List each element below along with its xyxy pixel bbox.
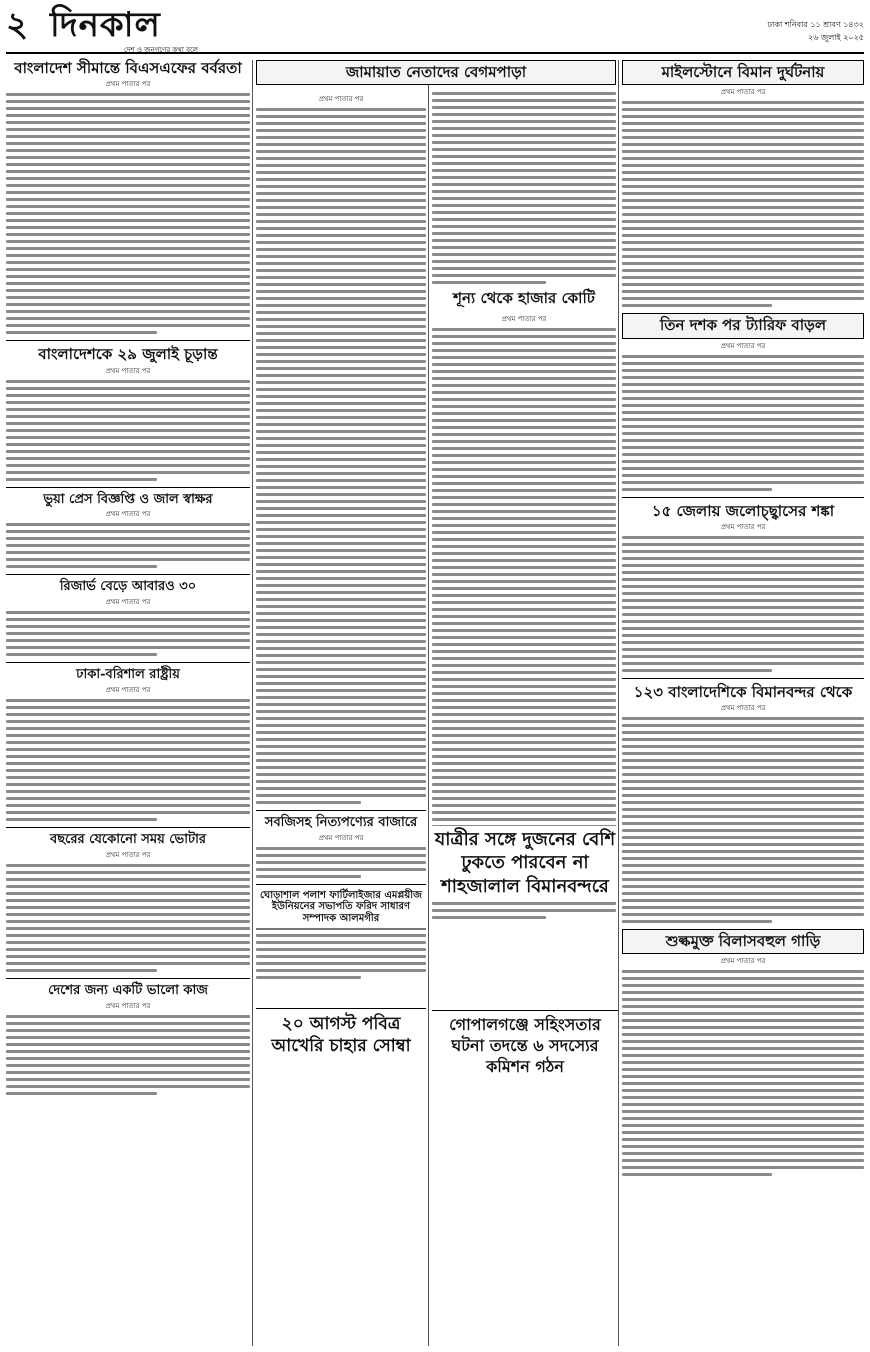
headline: বাংলাদেশকে ২৯ জুলাই চূড়ান্ত — [38, 345, 218, 364]
article-body — [6, 380, 250, 481]
article-body — [622, 717, 864, 923]
column-rule — [428, 60, 429, 1346]
continued-label: প্রথম পাতার পর — [105, 80, 151, 89]
article-body — [622, 101, 864, 307]
headline: যাত্রীর সঙ্গে দুজনের বেশি ঢুকতে পারবেন না শাহজালাল বিমানবন্দরে — [434, 829, 616, 897]
continued-label: প্রথম পাতার পর — [105, 851, 151, 860]
article-body — [432, 92, 616, 284]
continued-label: প্রথম পাতার পর — [105, 366, 151, 375]
headline: গোপালগঞ্জে সহিংসতার ঘটনা তদন্তে ৬ সদস্যের কমিশন গঠন — [449, 1015, 601, 1076]
headline: শুল্কমুক্ত বিলাসবহুল গাড়ি — [622, 929, 864, 954]
headline: সবজিসহ নিত্যপণ্যের বাজারে — [264, 815, 418, 830]
article-body — [6, 864, 250, 972]
article-body — [6, 523, 250, 568]
continued-label: প্রথম পাতার পর — [720, 88, 766, 97]
date-bn: ঢাকা শনিবার ১১ শ্রাবণ ১৪৩২ — [767, 20, 864, 29]
continued-label: প্রথম পাতার পর — [318, 833, 364, 842]
continued-label: প্রথম পাতার পর — [720, 341, 766, 350]
continued-label: প্রথম পাতার পর — [105, 598, 151, 607]
article-body — [256, 108, 426, 804]
headline: তিন দশক পর ট্যারিফ বাড়ল — [622, 313, 864, 338]
paper-name: দিনকাল — [50, 5, 161, 45]
article-body — [6, 93, 250, 334]
column-rule — [618, 60, 619, 1346]
airport-feature — [432, 826, 618, 900]
column-3 — [432, 92, 616, 925]
headline: দেশের জন্য একটি ভালো কাজ — [48, 983, 208, 999]
headline: বছরের যেকোনো সময় ভোটার — [49, 832, 207, 848]
ashura-feature — [256, 1008, 426, 1057]
headline: শূন্য থেকে হাজার কোটি — [453, 289, 595, 307]
article-body — [6, 611, 250, 656]
masthead — [6, 4, 864, 54]
headline: ঢাকা-বরিশাল রাষ্ট্রীয় — [76, 667, 180, 683]
dateline — [714, 18, 864, 44]
continued-label: প্রথম পাতার পর — [501, 315, 547, 324]
headline: ভুয়া প্রেস বিজ্ঞপ্তি ও জাল স্বাক্ষর — [43, 491, 213, 507]
article-body — [622, 536, 864, 672]
article-body — [622, 355, 864, 491]
page-number: ২ — [6, 5, 29, 45]
article-body — [6, 1015, 250, 1095]
article-body — [256, 847, 426, 878]
continued-label: প্রথম পাতার পর — [105, 686, 151, 695]
date-en: ২৬ জুলাই ২০২৫ — [808, 33, 864, 42]
column-4 — [622, 60, 864, 1182]
gopalganj-feature — [432, 1010, 618, 1077]
column-2 — [256, 60, 616, 85]
article-body — [256, 934, 426, 979]
continued-label: প্রথম পাতার পর — [105, 1002, 151, 1011]
headline: ঘোড়াশাল পলাশ ফার্টিলাইজার এমপ্লয়ীজ ইউনিয়নের সভাপতি ফরিদ সাধারণ সম্পাদক আলমগীর — [259, 889, 423, 924]
article-body — [6, 699, 250, 821]
continued-label: প্রথম পাতার পর — [105, 510, 151, 519]
column-2-body — [256, 92, 426, 985]
news-photo — [256, 928, 426, 930]
continued-label: প্রথম পাতার পর — [720, 704, 766, 712]
headline: বাংলাদেশ সীমান্তে বিএসএফের বর্বরতা — [14, 59, 242, 77]
slogan: দেশ ও জনগণের কথা বলে — [124, 46, 199, 54]
column-1 — [6, 60, 250, 1101]
continued-label: প্রথম পাতার পর — [720, 522, 766, 531]
column-rule — [252, 60, 253, 1346]
headline: জামায়াত নেতাদের বেগমপাড়া — [256, 60, 616, 85]
article-body — [622, 970, 864, 1176]
headline: রিজার্ভ বেড়ে আবারও ৩০ — [59, 579, 197, 595]
headline: মাইলস্টোনে বিমান দুর্ঘটনায় — [622, 60, 864, 85]
headline: ১৫ জেলায় জলোচ্ছ্বাসের শঙ্কা — [651, 501, 835, 520]
continued-label: প্রথম পাতার পর — [720, 957, 766, 966]
headline: ২০ আগস্ট পবিত্র আখেরি চাহার সোম্বা — [271, 1014, 411, 1057]
continued-label: প্রথম পাতার পর — [318, 95, 364, 103]
headline: ১২৩ বাংলাদেশিকে বিমানবন্দর থেকে — [633, 682, 853, 701]
